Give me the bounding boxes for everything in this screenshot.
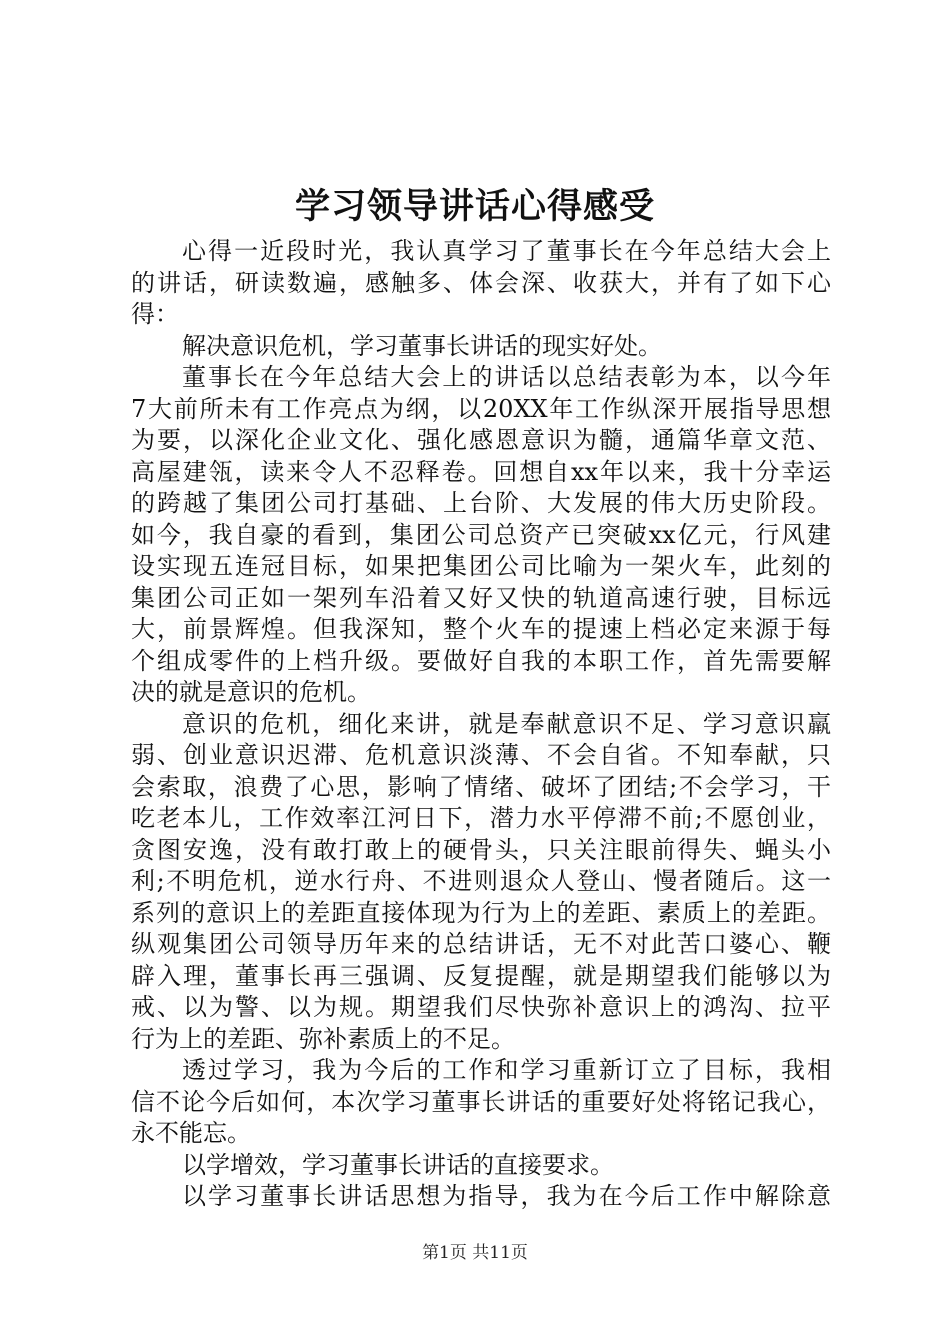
text-line: 透过学习，我为今后的工作和学习重新订立了目标，我相 [182,1056,831,1084]
text-line: 纵观集团公司领导历年来的总结讲话，无不对此苦口婆心、鞭 [131,930,831,958]
document-body [131,236,831,1213]
text-line: 集团公司正如一架列车沿着又好又快的轨道高速行驶，目标远 [131,583,831,612]
text-line: 辟入理，董事长再三强调、反复提醒，就是期望我们能够以为 [131,961,831,990]
text-line: 设实现五连冠目标，如果把集团公司比喻为一架火车，此刻的 [131,552,831,580]
text-line: 为要，以深化企业文化、强化感恩意识为髓，通篇华章文范、 [131,426,831,454]
text-line: 弱、创业意识迟滞、危机意识淡薄、不会自省。不知奉献，只 [131,741,831,769]
document-title: 学习领导讲话心得感受 [294,187,655,227]
text-line: 的跨越了集团公司打基础、上台阶、大发展的伟大历史阶段。 [131,489,831,517]
text-line: 决的就是意识的危机。 [131,678,371,706]
text-line: 信不论今后如何，本次学习董事长讲话的重要好处将铭记我心， [131,1087,831,1116]
text-line: 意识的危机，细化来讲，就是奉献意识不足、学习意识羸 [182,709,831,738]
text-line: 系列的意识上的差距直接体现为行为上的差距、素质上的差距。 [131,898,831,927]
text-line: 7大前所未有工作亮点为纲，以20XX年工作纵深开展指导思想 [131,394,831,423]
text-line: 以学习董事长讲话思想为指导，我为在今后工作中解除意 [182,1182,831,1210]
text-line: 行为上的差距、弥补素质上的不足。 [131,1024,515,1053]
text-line: 会索取，浪费了心思，影响了情绪、破坏了团结;不会学习，干 [131,772,831,801]
page-number-footer: 第1页 共11页 [422,1243,528,1263]
text-line: 得： [131,300,179,328]
text-line: 心得一近段时光，我认真学习了董事长在今年总结大会上 [182,237,831,265]
text-line: 高屋建瓴，读来令人不忍释卷。回想自xx年以来，我十分幸运 [131,457,831,486]
text-line: 如今，我自豪的看到，集团公司总资产已突破xx亿元，行风建 [131,520,831,549]
text-line: 利;不明危机，逆水行舟、不进则退众人登山、慢者随后。这一 [131,867,831,895]
text-line: 董事长在今年总结大会上的讲话以总结表彰为本，以今年 [182,363,831,391]
text-line: 吃老本儿，工作效率江河日下，潜力水平停滞不前;不愿创业， [131,804,831,832]
text-line: 贪图安逸，没有敢打敢上的硬骨头，只关注眼前得失、蝇头小 [131,835,831,864]
text-line: 以学增效，学习董事长讲话的直接要求。 [182,1150,614,1179]
text-line: 戒、以为警、以为规。期望我们尽快弥补意识上的鸿沟、拉平 [131,993,831,1021]
text-line: 的讲话，研读数遍，感触多、体会深、收获大，并有了如下心 [131,268,831,297]
text-line: 永不能忘。 [131,1119,251,1147]
text-line: 大，前景辉煌。但我深知，整个火车的提速上档必定来源于每 [131,615,831,643]
text-line: 个组成零件的上档升级。要做好自我的本职工作，首先需要解 [131,646,831,675]
text-line: 解决意识危机，学习董事长讲话的现实好处。 [182,331,662,360]
